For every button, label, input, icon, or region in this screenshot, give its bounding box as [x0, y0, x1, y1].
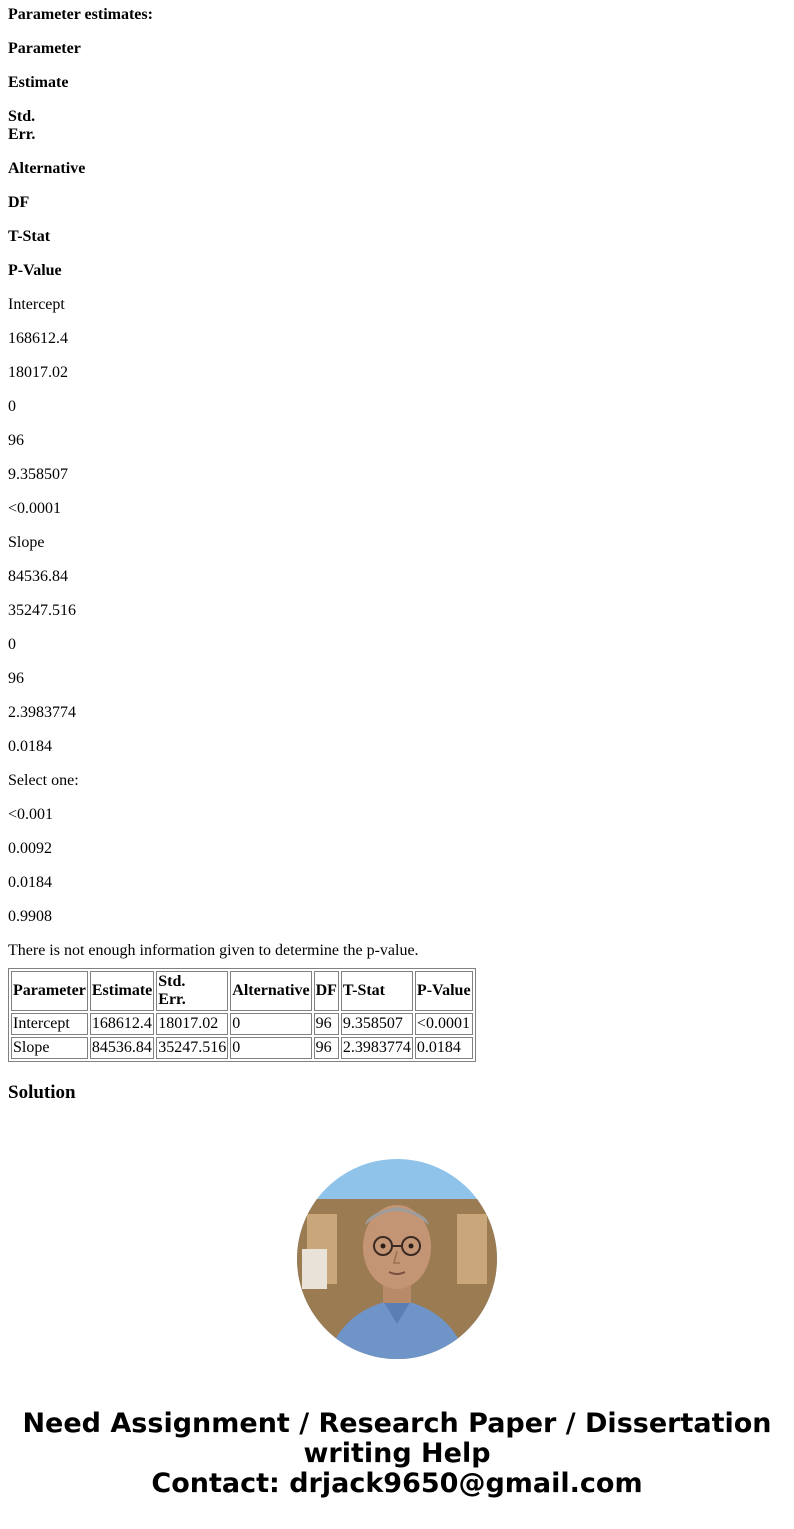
- select-one-prompt: Select one:: [8, 772, 79, 789]
- table-header-p-value: P-Value: [415, 971, 473, 1011]
- table-cell: 0: [230, 1013, 311, 1035]
- slope-t-stat: 2.3983774: [8, 704, 76, 721]
- option-2[interactable]: 0.0092: [8, 840, 52, 857]
- header-p-value: P-Value: [8, 262, 62, 279]
- header-std-err: [8, 108, 786, 144]
- footer-line-2: writing Help: [303, 1438, 491, 1469]
- header-alternative: Alternative: [8, 160, 86, 177]
- table-header-row: [11, 971, 473, 1011]
- contact-footer: [0, 1409, 794, 1499]
- header-parameter: Parameter: [8, 40, 81, 57]
- parameter-table: [8, 968, 476, 1062]
- table-header-t-stat: T-Stat: [341, 971, 413, 1011]
- footer-contact-line[interactable]: Contact: drjack9650@gmail.com: [151, 1468, 643, 1499]
- table-cell: Slope: [11, 1037, 88, 1059]
- table-header-err: Err.: [158, 991, 186, 1008]
- intercept-std-err: 18017.02: [8, 364, 68, 381]
- intercept-label: Intercept: [8, 296, 65, 313]
- table-cell: Intercept: [11, 1013, 88, 1035]
- intercept-alternative: 0: [8, 398, 16, 415]
- header-std: Std.: [8, 108, 36, 125]
- table-cell: 18017.02: [156, 1013, 228, 1035]
- table-cell: 0: [230, 1037, 311, 1059]
- table-header-alternative: Alternative: [230, 971, 311, 1011]
- table-cell: 35247.516: [156, 1037, 228, 1059]
- table-cell: 84536.84: [90, 1037, 154, 1059]
- table-header-estimate: Estimate: [90, 971, 154, 1011]
- question-block: [0, 6, 794, 1104]
- slope-p-value: 0.0184: [8, 738, 52, 755]
- header-err: Err.: [8, 126, 36, 143]
- table-cell: 96: [314, 1013, 339, 1035]
- intercept-p-value: <0.0001: [8, 500, 62, 517]
- table-header-parameter: Parameter: [11, 971, 88, 1011]
- parameter-estimates-heading: Parameter estimates:: [8, 6, 153, 23]
- header-estimate: Estimate: [8, 74, 69, 91]
- slope-df: 96: [8, 670, 24, 687]
- slope-std-err: 35247.516: [8, 602, 76, 619]
- table-header-std-err: [156, 971, 228, 1011]
- header-t-stat: T-Stat: [8, 228, 51, 245]
- table-cell: 0.0184: [415, 1037, 473, 1059]
- option-4[interactable]: 0.9908: [8, 908, 52, 925]
- option-3[interactable]: 0.0184: [8, 874, 52, 891]
- option-1[interactable]: <0.001: [8, 806, 54, 823]
- table-cell: 2.3983774: [341, 1037, 413, 1059]
- table-cell: 96: [314, 1037, 339, 1059]
- slope-label: Slope: [8, 534, 45, 551]
- table-cell: <0.0001: [415, 1013, 473, 1035]
- table-row: [11, 1037, 473, 1059]
- slope-estimate: 84536.84: [8, 568, 68, 585]
- footer-line-1: Need Assignment / Research Paper / Dissertation: [22, 1408, 772, 1439]
- table-cell: 9.358507: [341, 1013, 413, 1035]
- table-cell: 168612.4: [90, 1013, 154, 1035]
- solution-heading: Solution: [8, 1082, 76, 1103]
- option-5[interactable]: There is not enough information given to determine the p-value.: [8, 942, 419, 959]
- table-header-std: Std.: [158, 973, 186, 990]
- table-row: [11, 1013, 473, 1035]
- header-df: DF: [8, 194, 30, 211]
- tutor-portrait-image: [297, 1159, 497, 1359]
- intercept-estimate: 168612.4: [8, 330, 68, 347]
- table-header-df: DF: [314, 971, 339, 1011]
- slope-alternative: 0: [8, 636, 16, 653]
- intercept-t-stat: 9.358507: [8, 466, 68, 483]
- tutor-avatar: [297, 1159, 497, 1359]
- intercept-df: 96: [8, 432, 24, 449]
